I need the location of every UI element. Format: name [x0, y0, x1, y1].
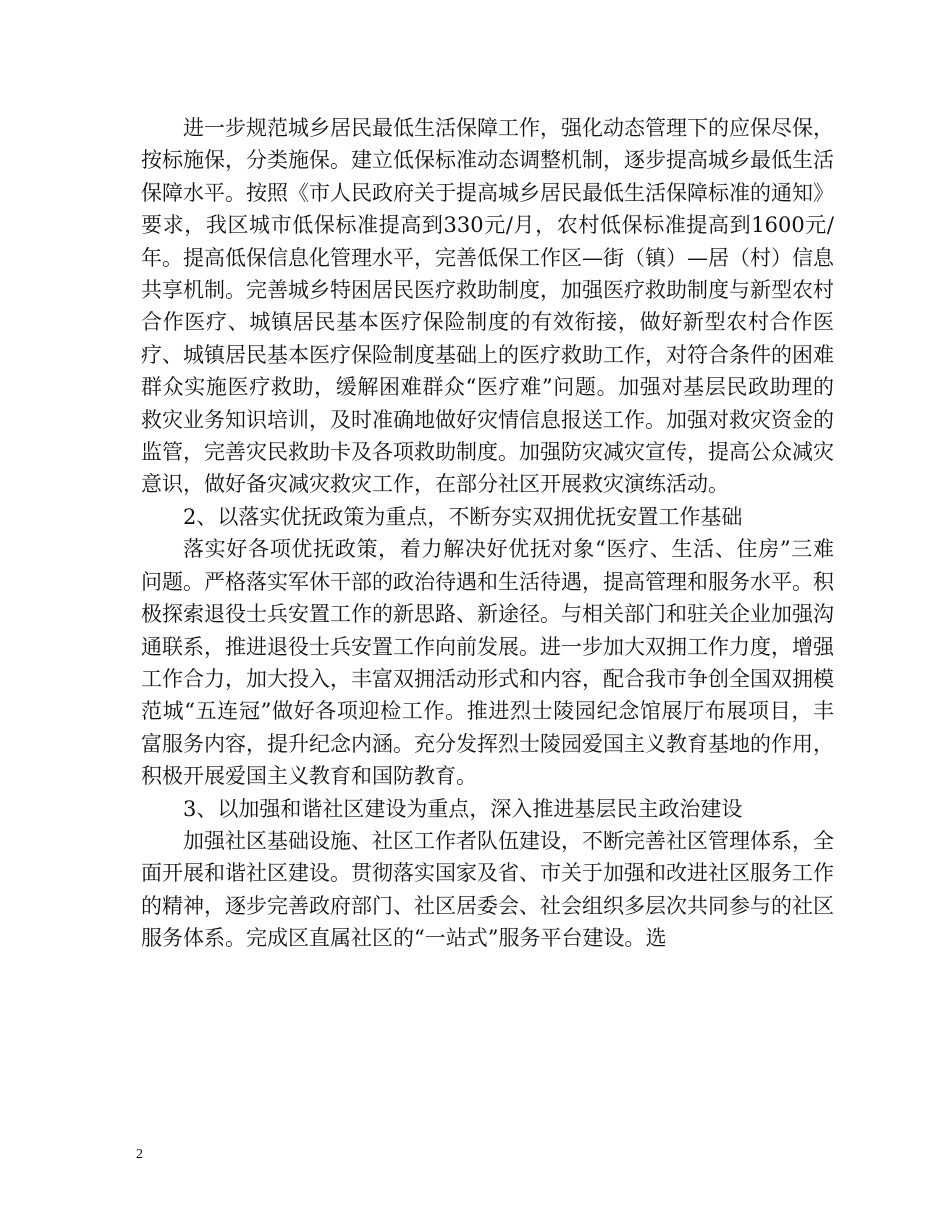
paragraph-community-building: 加强社区基础设施、社区工作者队伍建设，不断完善社区管理体系，全面开展和谐社区建设。贯彻落实国家及省、市关于加强和改进社区服务工作的精神，逐步完善政府部门、社区居委会、社会组织多层次共同参与的社区服务体系。完成区直属社区的“一站式”服务平台建设。选 [141, 828, 834, 951]
section-heading-3: 3、以加强和谐社区建设为重点，深入推进基层民主政治建设 [183, 796, 743, 821]
section-heading-2: 2、以落实优抚政策为重点，不断夯实双拥优抚安置工作基础 [183, 504, 743, 529]
page-number: 2 [136, 1147, 143, 1162]
document-body [141, 112, 834, 955]
paragraph-preferential-treatment: 落实好各项优抚政策，着力解决好优抚对象“医疗、生活、住房”三难问题。严格落实军休干部的政治待遇和生活待遇，提高管理和服务水平。积极探索退役士兵安置工作的新思路、新途径。与相关部门和驻关企业加强沟通联系，推进退役士兵安置工作向前发展。进一步加大双拥工作力度，增强工作合力，加大投入，丰富双拥活动形式和内容，配合我市争创全国双拥模范城“五连冠”做好各项迎检工作。推进烈士陵园纪念馆展厅布展项目，丰富服务内容，提升纪念内涵。充分发挥烈士陵园爱国主义教育基地的作用，积极开展爱国主义教育和国防教育。 [141, 537, 834, 789]
paragraph-minimum-living-security: 进一步规范城乡居民最低生活保障工作，强化动态管理下的应保尽保，按标施保，分类施保。建立低保标准动态调整机制，逐步提高城乡最低生活保障水平。按照《市人民政府关于提高城乡居民最低生活保障标准的通知》要求，我区城市低保标准提高到330元/月，农村低保标准提高到1600元/年。提高低保信息化管理水平，完善低保工作区—街（镇）—居（村）信息共享机制。完善城乡特困居民医疗救助制度，加强医疗救助制度与新型农村合作医疗、城镇居民基本医疗保险制度的有效衔接，做好新型农村合作医疗、城镇居民基本医疗保险制度基础上的医疗救助工作，对符合条件的困难群众实施医疗救助，缓解困难群众“医疗难”问题。加强对基层民政助理的救灾业务知识培训，及时准确地做好灾情信息报送工作。加强对救灾资金的监管，完善灾民救助卡及各项救助制度。加强防灾减灾宣传，提高公众减灾意识，做好备灾减灾救灾工作，在部分社区开展救灾演练活动。 [141, 116, 834, 497]
